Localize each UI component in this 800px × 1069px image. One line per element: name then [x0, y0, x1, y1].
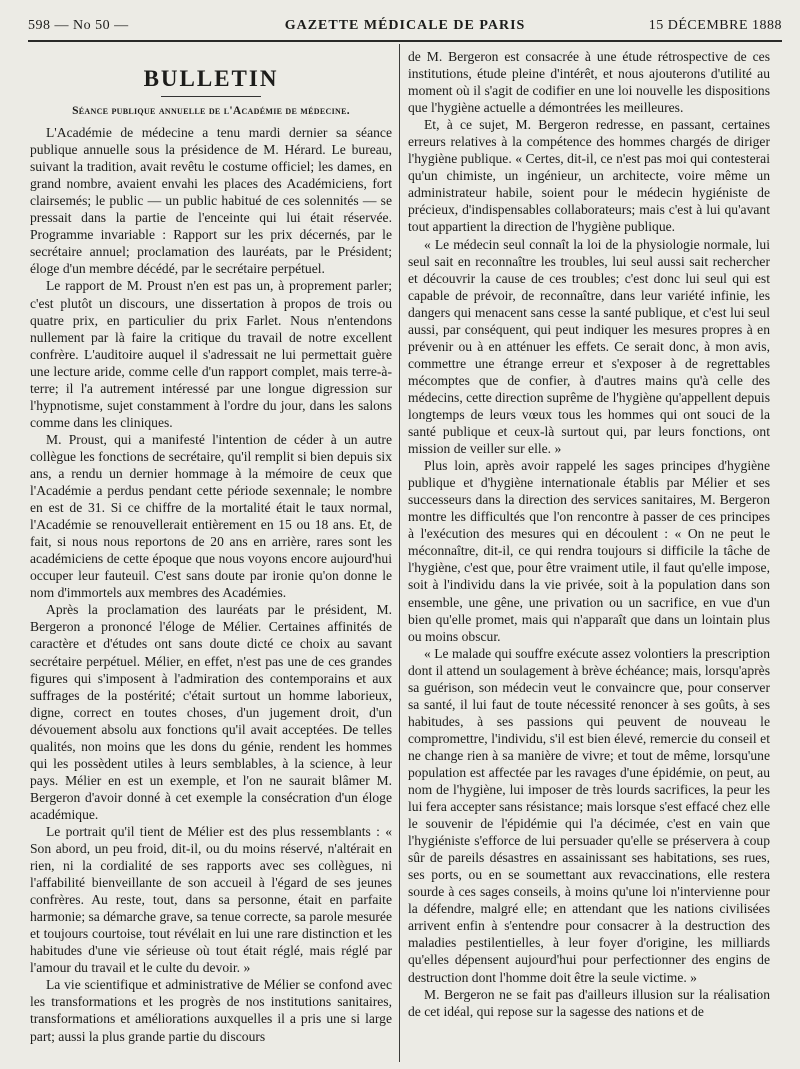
paragraph: Après la proclamation des lauréats par le président, M. Bergeron a prononcé l'éloge de Mélier. Certaines affinités de caractère et d'études ont sans doute dicté ce choix au savant secrétaire perpétuel. Mélier, en effet, n'est pas une de ces grandes figures qui s'imposent à l'admiration des contemporains et aux suffrages de la postérité; c'était surtout un homme laborieux, digne, correct en toutes choses, d'un jugement droit, d'un dévouement absolu aux fonctions qu'il avait acceptées. De telles qualités, non moins que les dons du génie, rendent les hommes qui les possèdent utiles à leurs semblables, à la science, à leur pays. Mélier en est un exemple, et l'on ne saurait blâmer M. Bergeron d'avoir donné à cet exemple la consécration d'un éloge académique.	[30, 602, 392, 822]
column-divider	[399, 44, 400, 1062]
paragraph: Le portrait qu'il tient de Mélier est des plus ressemblants : « Son abord, un peu froid, dit-il, ou du moins réservé, n'altérait en rien, ni la cordialité de ses rapports avec ses collègues, ni l'affabilité bienveillante de son accueil à l'égard de ses jeunes confrères. Au reste, tout, dans sa personne, était en parfaite harmonie; sa démarche grave, sa tenue correcte, sa parole mesurée et toujours courtoise, tout révélait en lui une rare distinction et les habitudes d'une vie sérieuse où tout était réglé, mais réglé par l'amour du travail et le culte du devoir. »	[30, 823, 392, 976]
issue-number: — No 50 —	[54, 18, 129, 33]
paragraph: L'Académie de médecine a tenu mardi dernier sa séance publique annuelle sous la présidence de M. Hérard. Le bureau, suivant la tradition, avait revêtu le costume officiel; les dames, en grand nombre, avaient envahi les places des Académiciens, fort clairsemés; le public — un public habitué de ces solennités — se pressait dans la partie de l'enceinte qui lui était réservée. Programme invariable : Rapport sur les prix décernés, par le secrétaire annuel; proclamation des lauréats, par le Président; éloge d'un membre décédé, par le secrétaire perpétuel.	[30, 125, 392, 277]
paragraph: M. Proust, qui a manifesté l'intention de céder à un autre collègue les fonctions de secrétaire, qu'il remplit si bien depuis six ans, a rendu un dernier hommage à la mémoire de ceux que l'Académie a perdus pendant cette période sexennale; le nombre en est de 31. Si ce chiffre de la mortalité était le taux normal, l'Académie se renouvellerait entièrement en 15 ou 18 ans. Et, de fait, si nous nous reportons de 20 ans en arrière, rares sont les académiciens de cette époque que nous voyons encore aujourd'hui occuper leur fauteuil. C'est sans doute par ironie qu'on donne le nom d'immortels aux membres des Académies.	[30, 431, 392, 601]
issue-date: 15 DÉCEMBRE 1888	[648, 18, 782, 33]
paragraph: Plus loin, après avoir rappelé les sages principes d'hygiène publique et d'hygiène internationale établis par Mélier et ses successeurs dans la direction des services sanitaires, M. Bergeron montre les difficultés que l'on rencontre à passer de ces principes à l'exécution des mesures qui en découlent : « On ne peut le méconnaître, dit-il, ce qui rendra toujours si difficile la tâche de l'hygiène, c'est que, pour être vraiment utile, il faut qu'elle impose, soit à l'individu dans la vie privée, soit à la population dans son ensemble, une gêne, une privation ou un sacrifice, en vue d'un bien qu'elle promet, mais qui n'apparaît que dans un lointain plus ou moins obscur.	[408, 458, 770, 644]
paragraph-continuation: de M. Bergeron est consacrée à une étude rétrospective de ces institutions, étude pleine d'intérêt, et nous ajouterons d'utilité au moment où il s'agit de codifier en une loi nouvelle les dispositions que l'hygiène actuelle a démontrées les meilleures.	[408, 49, 770, 116]
page-header	[28, 14, 782, 40]
page-number: 598	[28, 18, 51, 33]
left-column	[30, 48, 392, 1060]
journal-title: GAZETTE MÉDICALE DE PARIS	[284, 18, 526, 33]
paragraph: « Le malade qui souffre exécute assez volontiers la prescription dont il attend un soulagement à brève échéance; mais, lorsqu'après sa guérison, son médecin veut le convaincre que, pour conserver sa santé, il lui faut de toute nécessité renoncer à ses goûts, à ses habitudes, à ses passions qui peuvent de nouveau le compromettre, l'individu, s'il est bien élevé, remercie du conseil et ne change rien à sa manière de vivre; et tout de même, lorsqu'une population est affectée par les ravages d'une épidémie, on peut, au nom de l'hygiène, lui imposer de très lourds sacrifices, la peur les lui fera accepter sans résistance; mais lorsque s'est effacé chez elle le souvenir de l'épidémie qui l'a décimée, c'est en vain que l'hygiéniste s'efforce de lui persuader qu'elle se préservera à coup sûr de pareils désastres en assainissant ses habitations, ses rues, ses ports, ou en se soumettant aux revaccinations, elle restera sourde à ces sages conseils, à moins qu'une loi n'intervienne pour la défendre, malgré elle; en attendant que les nations civilisées arrivent enfin à s'entendre pour consacrer à la destruction des maladies pestilentielles, à leur foyer d'origine, les milliards qu'elles dépensent aujourd'hui pour perfectionner des engins de destruction dont l'homme doit être la seule victime. »	[408, 645, 770, 985]
paragraph: « Le médecin seul connaît la loi de la physiologie normale, lui seul sait en reconnaître les troubles, lui seul aussi sait rechercher et découvrir la cause de ces troubles; c'est donc lui seul qui est capable de prévoir, de reconnaître, dans leur variété infinie, les dangers qui menacent sans cesse la santé publique, et c'est lui seul aussi, par conséquent, qui peut indiquer les mesures propres à en prévenir ou à en atténuer les effets. Ce serait donc, à mon avis, commettre une étrange erreur et s'exposer à de regrettables mécomptes que de confier, à d'autres mains qu'à celle des médecins, cette direction suprême de l'hygiène qu'appellent depuis longtemps de leurs vœux tous les hommes qui ont souci de la santé publique et ceux-là surtout qui, par leurs fonctions, ont mission de veiller sur elle. »	[408, 236, 770, 457]
heading-rule	[161, 96, 261, 97]
header-rule	[28, 40, 782, 42]
right-column	[408, 48, 770, 1060]
paragraph: Le rapport de M. Proust n'en est pas un, à proprement parler; c'est plutôt un discours, une dissertation à propos de trois ou quatre prix, en particulier du prix Farlet. Nous n'entendons nullement par là faire la critique du travail de notre excellent confrère. L'auditoire auquel il s'adressait ne lui permettait guère une lecture aride, comme celle d'un rapport complet, mais terre-à-terre; il l'a autrement intéressé par une longue digression sur l'hypnotisme, sujet constamment à l'ordre du jour, dans les salons comme dans les cliniques.	[30, 278, 392, 430]
section-heading: BULLETIN	[143, 66, 279, 91]
paragraph: La vie scientifique et administrative de Mélier se confond avec les transformations et les progrès de nos institutions sanitaires, transformations et améliorations auxquelles il a pris une si large part; aussi la plus grande partie du discours	[30, 977, 392, 1044]
paragraph: M. Bergeron ne se fait pas d'ailleurs illusion sur la réalisation de cet idéal, qui repose sur la sagesse des nations et de	[408, 986, 770, 1019]
paragraph: Et, à ce sujet, M. Bergeron redresse, en passant, certaines erreurs relatives à la compétence des hommes chargés de diriger l'hygiène publique. « Certes, dit-il, ce n'est pas moi qui contesterai qu'un chimiste, un ingénieur, un architecte, voire même un administrateur habile, soient pour le médecin hygiéniste de précieux, d'indispensables collaborateurs; mais c'est à lui qu'avant tout appartient la direction de l'hygiène publique.	[408, 117, 770, 235]
article-subtitle: Séance publique annuelle de l'Académie de médecine.	[72, 105, 350, 117]
